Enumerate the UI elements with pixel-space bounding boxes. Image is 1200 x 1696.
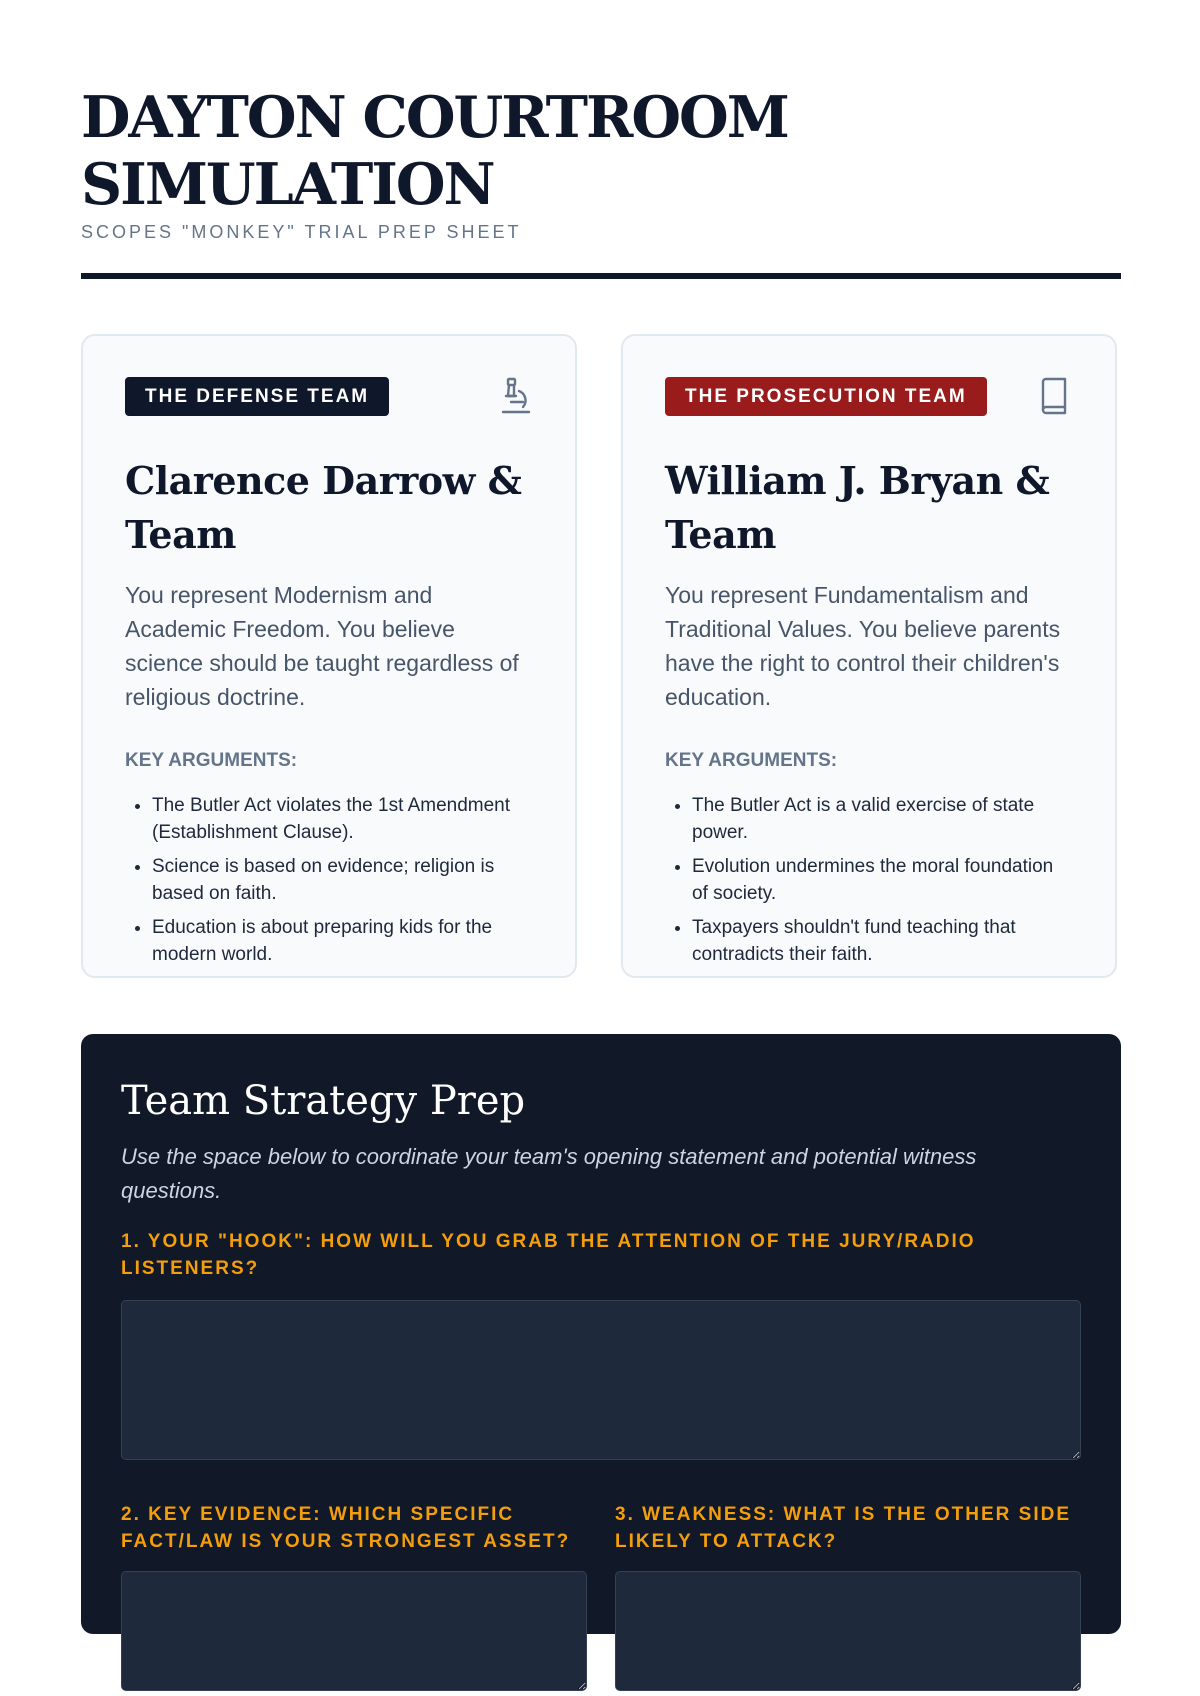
prosecution-team-badge: THE PROSECUTION TEAM [665,377,987,416]
microscope-icon [495,376,533,416]
prosecution-team-description: You represent Fundamentalism and Traditional Values. You believe parents have the right to control their children's education. [665,582,1061,710]
book-icon [1035,376,1073,416]
list-item: • Education is about preparing kids for the modern world. [152,914,533,968]
defense-arguments-label: KEY ARGUMENTS: [125,750,298,771]
weakness-question-label: 3. WEAKNESS: WHAT IS THE OTHER SIDE LIKELY TO ATTACK? [615,1504,1072,1552]
page-title: DAYTON COURTROOM SIMULATION [81,84,788,218]
list-item: • The Butler Act violates the 1st Amendment (Establishment Clause). [152,792,533,846]
page-header [81,84,1121,243]
hook-answer-field[interactable] [121,1300,1081,1460]
defense-team-card [81,334,577,978]
strategy-instructions: Use the space below to coordinate your team's opening statement and potential witness questions. [121,1144,977,1203]
prosecution-arguments-list [665,792,1073,968]
prosecution-team-title: William J. Bryan & Team [665,458,1050,557]
strategy-title: Team Strategy Prep [121,1078,526,1124]
header-divider [81,273,1121,279]
defense-team-title: Clarence Darrow & Team [125,458,522,557]
list-item: • Taxpayers shouldn't fund teaching that contradicts their faith. [692,914,1073,968]
evidence-question-label: 2. KEY EVIDENCE: WHICH SPECIFIC FACT/LAW IS YOUR STRONGEST ASSET? [121,1504,571,1552]
list-item: • Science is based on evidence; religion is based on faith. [152,853,533,907]
prosecution-arguments-label: KEY ARGUMENTS: [665,750,838,771]
prosecution-team-card [621,334,1117,978]
team-strategy-panel [81,1034,1121,1634]
list-item: • The Butler Act is a valid exercise of state power. [692,792,1073,846]
hook-question-label: 1. YOUR "HOOK": HOW WILL YOU GRAB THE ATTENTION OF THE JURY/RADIO LISTENERS? [121,1231,976,1279]
list-item: • Evolution undermines the moral foundation of society. [692,853,1073,907]
defense-team-badge: THE DEFENSE TEAM [125,377,389,416]
evidence-answer-field[interactable] [121,1571,587,1691]
defense-team-description: You represent Modernism and Academic Freedom. You believe science should be taught regardless of religious doctrine. [125,582,519,710]
defense-arguments-list [125,792,533,968]
weakness-answer-field[interactable] [615,1571,1081,1691]
page-subtitle: SCOPES "MONKEY" TRIAL PREP SHEET [81,222,522,242]
